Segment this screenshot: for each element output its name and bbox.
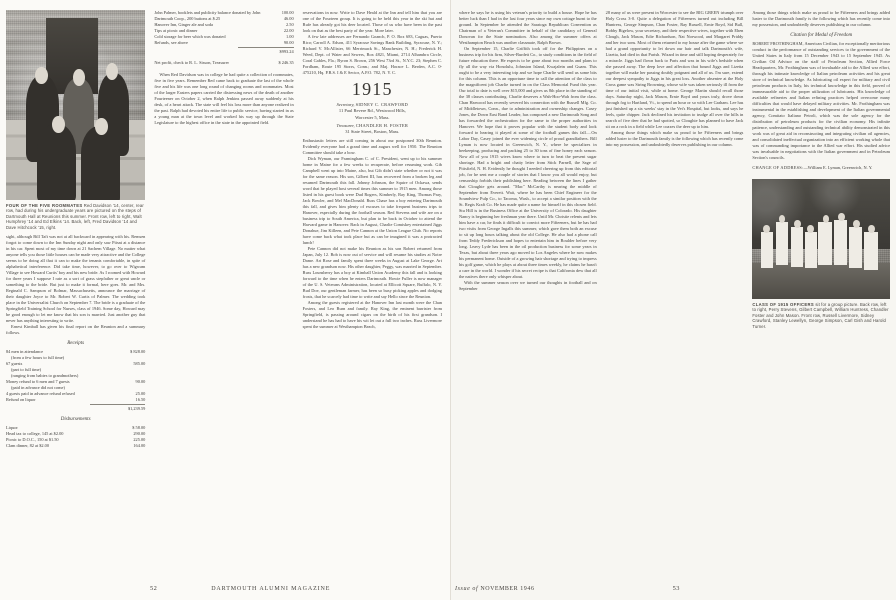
officer-figure [849, 227, 863, 268]
disbursements-total: $993.24 [279, 49, 294, 54]
disbursement-label: Cold storage for beer which was donated [154, 34, 226, 39]
left-page-footer [0, 585, 450, 592]
change-of-address-value: —William E. Lyman, Greenwich, N. Y. [803, 165, 873, 170]
column-4 [459, 10, 597, 329]
treasurer-role: Treasurer, [336, 122, 355, 128]
disbursements-table [6, 425, 145, 449]
change-of-address [752, 165, 890, 171]
issue-month: NOVEMBER [480, 586, 519, 592]
disbursements-total-row [154, 49, 293, 55]
receipt-amount: 16.50 [135, 397, 146, 403]
column-6-body-top [752, 10, 890, 28]
net-profit-label: Net profit, check to R. L. Sisson, Treasurer [154, 60, 230, 65]
receipt-note: (ranging from babies to grandmothers) [11, 373, 79, 379]
secretary-name: SIDNEY C. CRAWFORD [355, 102, 409, 107]
officers-photo-caption [752, 302, 890, 330]
column-5-body [606, 10, 744, 148]
officer-figure [834, 220, 848, 266]
figure-head-2 [73, 69, 85, 86]
disbursements-total-rule [238, 47, 294, 48]
column-1-body [6, 234, 145, 336]
receipt-note: (paid in advance did not come) [11, 385, 65, 391]
disbursement-label: John Palmer, booklets and publicity balance donated by John [154, 10, 261, 15]
disbursements-table-continued [154, 10, 293, 46]
column-1 [6, 10, 145, 449]
left-page-number: 52 [150, 585, 158, 592]
paragraph: Dick Wyman, our Framingham C. of C. President, went up to his summer home in Maine for a few weeks to recuperate, before resuming work. Gib Campbell went up into Maine, also, but Gib didn't state whether or not it was for the same reason. His son, Gilbert III, has recovered from a broken leg and resumed Dartmouth this fall. Johnny Johnson, the Squire of Ockawa, sends word that he played host several times this summer to 1915 men. Among those listed in his guest book were Dud Rogers, Kimberly, Ray King, Thomas Pray, Jack Bowler, and Mel MacDonald. Russ Chase has a boy entering Dartmouth this fall, and gives him plenty of excuses to take frequent business trips to Hanover, especially during the football season. Red Stevens and wife are on a business trip to South America, but plan to be back in October to attend the Harvard game in Hanover. Back in August, Charlie Comiskey entertained Jiggs Donahue, Jim Killeen, and Pete Cannon at the Union League Club. No reports have come back what took place but as can be imagined it was a protracted lunch! [302, 156, 442, 246]
receipts-heading: Receipts [67, 341, 85, 347]
column-5 [606, 10, 744, 329]
receipts-total-rule [90, 404, 146, 405]
class-year-heading: 1915 [351, 79, 393, 99]
disbursement-amount: 1.00 [286, 34, 294, 39]
figure-head-1 [35, 67, 48, 84]
receipts-total: $1,239.59 [127, 406, 146, 412]
paragraph: When Red Davidson was in college he had quite a collection of roommates, five in five years. Remember Red came back to graduate the last of the whole five and his life was one long round of changing rooms and roommates. Most of the larger Easters papers carried the distressing news of the death of another Fourteener on October 2, when Ralph Jenkins passed away suddenly at his desk, of a heart attack. The state will feel his loss more than anyone realized in the past. Ralph had devoted his entire life to public service, having started in as a young man at the town level and worked his way up through the State Legislature to the highest office in the state in the appointed field. [154, 72, 294, 125]
officer-head [794, 220, 801, 228]
receipt-label: 84 men in attendance [6, 349, 44, 355]
table-row [154, 49, 293, 55]
column-4-body [459, 10, 597, 292]
disbursement-amount: 100.00 [281, 10, 294, 15]
magazine-name: DARTMOUTH ALUMNI MAGAZINE [211, 586, 331, 592]
paragraph: A few late addresses are Fernando Goanch, P. O. Box 683, Caguas, Puerto Rico; Carroll A. Edson, 411 Syracuse Savings Bank Building, Syracuse, N. Y.; Richard V. McAllister, 66 Merrimack St., Manchester, N. H.; Frederick H. Weed, Dept. of Water and Sewers, Box 4821, Miami, 2714 Alhambra Circle, Coral Gables, Fla.; Byron S. Brown, 256 West 73rd St., N.Y.C. 23; Stephen C. Fordham, Route 195 Storrs, Conn.; and Maj. Horace L. Berden, A.C. 0-475210, Hq. P.B.S. I & E Sector, A.P.O. 782, N. Y. C. [302, 34, 442, 75]
figure-front-right [81, 126, 120, 200]
paragraph [752, 165, 890, 171]
paragraph: sight, although Bill Taft was not at all backward in appearing with his. Remsen forgot to come down to the Inn Sunday night and only saw Piisni at a distance in his car. Spent most of my time down at 21 Sachem Village. No matter what anyone tells you those little houses can be made very attractive and the College seems to be doing all that it can to make the tenants comfortable, in spite of alphabetical interference. Did take time, however, to go over to Wigwam Village to see Howard Curtis' boy and his new bride. As I roomed with Howard for three years I suppose I rate as a sort of grass stepfather or great uncle or something to the bride. But just to make it formal, here goes. Mr. and Mrs. Reginald C. Sampson of Bolmar, Massachusetts, announce the marriage of their daughter Joyce to Mr. Robert W. Curtis of Palmer. The wedding took place in the Universalist Church on September 7. The bride is a graduate of the Springfield Training School for Nurses, class of 1946. Some day, Howard may be good enough to let me know that his son is married. Just another guy that never has anything interesting to write. [6, 234, 146, 324]
table-row [6, 397, 145, 403]
officer-head [868, 225, 875, 233]
secretary-address-line-1: 11 Paul Revere Rd., Westwood Hills, [338, 108, 406, 114]
secretary-role: Secretary, [336, 102, 355, 107]
table-row [6, 443, 145, 449]
disbursement-label: Tips at picnic and dinner [154, 28, 198, 33]
disbursement-amount: 290.00 [133, 431, 146, 437]
paragraph: where he says he is using his veteran's priority to build a house. Hope he has better luck than I had in the last four years since my own cottage burnt to the ground. In September he attended the Saratoga Republican Convention as Chairman of a Veteran's Committee in behalf of the candidacy of General Donovan for the State nomination. Also among the summer offers at Westhampton Beach was another classmate, Ralph Brown. [459, 10, 597, 45]
paragraph: Among those things which make us proud to be Fifteeners and brings added luster to the Dartmouth family is the following which has recently come into my possession, and undoubtedly deserves publishing in our column. [605, 130, 744, 147]
disbursement-amount: 2.50 [286, 22, 294, 27]
paragraph: 28 many of us were present in Worcester to see the BIG GREEN triumph over Holy Cross 3-0. Quite a delegation of Fifteeners turned out including Bill Huntress, George Simpson, Chan Foster, Ray Russell, Ernie Boyd, Sid Bull, Bobby Bigelow, your secretary, and their respective wives, together with Ehen Clough, Jack Mason, Edie Richardson, Nat Norwood, and Margaret Priddy and her two sons. Most of them returned to my house after the game where we had a grand opportunity to let down our hair and talk Dartmouth's wife, Lizetta, had died in that Parish. Wizard in time and still hoping desperately for a miracle. Jiggs had flown back to Paris and was in his wife's bedside when she passed away. The deep love and affection that bound Jiggs and Lizetta together will make her passing doubly poignant and all of us. I'm sure, extend our deepest sympathy to Jiggs in his great loss. Another absentee at the Holy Cross game was String Browning, whose wife was taken seriously ill from the time of our initial visit, while at home. George Martin should recall those days. Saturday night, Jack Mason, Ernie Boyd and yours truly, drove down through fog to Hartland, Vt., to spend an hour or so with Lee Graham. Lee has just finished up a six weeks' stay in the Vet's Hospital, but looks, and says he feels, quite chipper. Jack declined his invitation to trudge all over the hills in search of five deer that he had spotted, so Cloughie has planned to have Jack sit on a rock in a field while Lee coaxes the deer up to him. [605, 10, 744, 129]
net-profit-row [154, 60, 293, 66]
disbursement-label: Dartmouth Coop., 200 buttons at $.25 [154, 16, 221, 21]
receipt-label: Money refund to 6 men and 7 guests [6, 379, 70, 385]
table-row [154, 40, 293, 46]
officer-head [838, 213, 845, 221]
disbursement-amount: 90.00 [283, 40, 294, 45]
disbursement-label: Hanover Inn, Ginger ale and soda [154, 22, 213, 27]
officer-figure [791, 227, 803, 267]
column-3-body-bottom [303, 138, 442, 330]
net-profit-amount: $ 246.35 [278, 60, 294, 65]
column-2-body [154, 72, 293, 126]
disbursement-label: Picnic to D.O.C., 150 at $1.50 [6, 437, 59, 443]
officer-figure [818, 222, 832, 265]
caption-lead: FOUR OF THE FIVE ROOMMATES [6, 202, 83, 208]
issue-line [455, 586, 535, 592]
receipt-label: 67 guests [6, 361, 23, 367]
change-of-address-label: CHANGE OF ADDRESS: [752, 165, 804, 170]
paragraph: Among those things which make us proud to be Fifteeners and brings added luster to the Dartmouth family is the following which has recently come into my possession, and undoubtedly deserves publishing in our column. [752, 10, 891, 27]
receipt-amount: $ 828.00 [130, 349, 146, 355]
column-3 [303, 10, 442, 449]
officer-figure [776, 222, 788, 265]
officer-figure [761, 232, 773, 268]
caption-body: Red Davidson '14, center, rear row, had during his undergraduate years are pictured on the steps of Dartmouth Hall at Reunions this summer. Front row, left to right, Walt Humphrey '14 and Ed Elkins '14. Back, left, Fred Davidson '14 and Dave Hitchcock '15, right. [6, 202, 144, 230]
column-3-body-top [303, 10, 442, 76]
column-6 [752, 10, 890, 329]
table-row [6, 406, 145, 412]
secretary-address-line-2: Worcester 5, Mass. [355, 114, 390, 120]
disbursement-label: Liquor [6, 425, 18, 431]
disbursement-amount: 225.00 [133, 437, 146, 443]
paragraph: Enthusiastic letters are still coming in about our postponed 30th Reunion. Evidently everyone had a grand time and augurs well for 1950. The Reunion Committee should take a bow. [302, 138, 442, 156]
treasurer-address-line: 31 State Street, Boston, Mass. [345, 129, 400, 135]
left-page-columns [6, 10, 442, 449]
disbursement-amount: 22.00 [283, 28, 294, 33]
paragraph: ROBERT FROTHINGHAM, American Civilian, for exceptionally meritorious conduct in the performance of outstanding services to the government of the United States in Italy from 15 December 1943 to 15 September 1945. As Civilian Oil Advisor on the staff of Petroleum Section, Allied Force Headquarters, Mr. Frothingham was of invaluable aid to the Allied war effort, through his intimate knowledge of Italian petroleum activities and his great store of technical knowledge. As lubricating oil expert for military and civil petroleum products in Italy, his technical knowledge in this field, proved of immeasurable aid to the proper utilization of lubricants. His knowledge of available refineries and Italian refining practices helped overcome many difficulties that would have delayed military activities. Mr. Frothingham was instrumental in the establishing and development of the Italian governmental agency, Comitato Italiano Petroli, which was the sole agency for the distribution of petroleum products for the civilian economy. His infinite patience, understanding and outstanding technical ability demonstrated in this work was of great aid in reconstructing and integrating civilian oil agencies, and consolidated ineffectual organization into an efficient working whole that was of commanding importance to the Allied war effort. His studied advice was invaluable in negotiations with the Italian government and in Petroleum Section's councils. [752, 41, 891, 160]
officer-head [853, 220, 860, 228]
receipt-note: (from a few hours to full time) [11, 355, 65, 361]
caption-body: sit for a group picture. Back row, left to right, Perry Stevens, Gilbert Campbell, William Huntress, Chandler Foster and John Mason. Front row, Russell Livermore, Sidney Crawford, Stanley Lewellyn, George Simpson, Carl Gish and Harold Turner. [752, 301, 889, 329]
table-row [154, 60, 293, 66]
column-2 [154, 10, 293, 449]
receipt-label: Refund on liquor [6, 397, 36, 403]
right-page-footer [451, 585, 896, 592]
citation-body [752, 41, 890, 161]
roommates-photo-caption [6, 203, 145, 231]
disbursement-label: Head tax to college, 145 at $2.00 [6, 431, 64, 437]
receipt-note: (part to full time) [11, 367, 42, 373]
paragraph: Among the guests registered at the Hanover Inn last month were the Chan Fosters, and Leo Burn and family. Ray King, the eminent barrister from Springfield, is passing around cigars on the birth of his first grandson. I understand he has had to have his wit let out a full two inches. Russ Livermore spent the summer at Westhampton Beach, [302, 300, 442, 330]
officer-figure [805, 232, 817, 268]
figure-head-4 [52, 116, 65, 133]
issue-prefix: Issue of [455, 586, 479, 592]
disbursement-label: Refunds, see above [154, 40, 188, 45]
issue-year: 1946 [520, 586, 535, 592]
receipt-amount: 585.00 [133, 361, 146, 367]
right-page-number: 53 [672, 585, 680, 592]
paragraph: reservations in now. Write to Dave Heald at the Inn and tell him that you are one of the Fourteen group. It is going to be held this year in the ski hut and Rufe has already got his deer located. Those of us who have been in the past look on that as the best party of the year. More later. [302, 10, 442, 33]
disbursements-heading: Disbursements [60, 417, 91, 423]
officer-figure [864, 232, 878, 270]
receipt-amount: 90.00 [135, 379, 146, 385]
figure-front-left [37, 124, 76, 200]
caption-lead: CLASS OF 1915 OFFICERS [752, 301, 815, 307]
roommates-photo [6, 10, 145, 200]
treasurer-name: CHANDLER H. FOSTER [355, 122, 409, 128]
disbursement-amount: 164.00 [133, 443, 146, 449]
paragraph: Pete Cannon did not make his Reunion as his son Robert returned from Japan, July 12. Bob is now out of service and will resume his studies at Notre Dame. Art Rose and family spent three weeks in August at Lake George. Art has a new grandson now. His other daughter, Peggy, was married in September. Russ Lounsberry has a boy at Kimball Union Academy this fall and is looking forward to the time when he enters Dartmouth. Howie Fuller is now manager of the U. S. Veterans Administration, located at Ellicott Square, Buffalo, N. Y. Bud Doe, our gentleman farmer, has been so busy picking apples and dodging frosts, that he scarcely had time to write and say Hello since the Reunion. [302, 246, 442, 300]
page-right [450, 0, 896, 600]
paragraph: On September 15, Charlie Griffith took off for the Philippines on a business trip for his firm, Silver-Burdett Co., to study conditions in the field of future education there. He expects to be gone about two months and plans to fly all the way via Honolulu, Johnston Island, Kwajalein and Guam. This ought to be a very interesting trip and we hope Charlie will send us some bits for this column. This is an opportune time to call the attention of the class to the magnificent job Charlie turned in on the Class Memorial Fund this year. Our total to date is well over $15,000 and gives us 8th place in the standing of the 38 classes contributing. Charlie deserves a Wah-Hoo-Wah from the class. Chan Harwood has recently severed his connection with the Russell Mfg. Co. of Middletown, Conn., due to administration and ownership changes. Casey Jones, the Down East Band Leader, has composed a new Dartmouth Song and has forwarded the orchestration for the same to the proper authorities in Hanover. We hope that it proves popular with the student body and look forward to hearing it played at some of the football games this fall.....On Labor Day, Casey joined the ever widening circle of proud grandfathers. Bill Lyman is now located in Greenwich, N. Y., where he specializes in beekeeping, producing and packing 25 to 30 tons of fine honey each season. Now all of you 1915 wives know where to turn to beat the present sugar shortage. Had a bright and chatty letter from Stick Parnell, the Sage of Pittsfield, N. H. Evidently he thought I needed cheering up from this editorial job, for he sent me a couple of stories that I know you all would enjoy, but censorship forbids their publishing here. Reading between the lines I gather that Cloughie gets around. "Mac" McCarthy is nearing the middle of September from Everett. Wait, where he has been Chief Engineer for the Soundview Pulp Co., to Tacoma, Wash., to accept a similar position with the St. Regis Kraft Co. He has made quite a name for himself in this chosen field. Stu Hill is in the Business Office at the University of Colorado. His daughter Nancy is beginning her freshman year there. Until Mr. Christie relents and lets him have a car, he finds it difficult to convict more Fifteeners, but he has had two visits from George Ingalls this summer, which gave them both an excuse to sit up long hours talking about the old College. He also had a phone call from Teddy Frederickson and hopes to entertain him in Boulder before very long. Leavy Lyde has been in the oil production business for some years in Texas, but about three years ago moved to Los Angeles where he now makes his permanent home. Outside of a growing hair shortage and trying to impress his golf game, which he plays at about three times weekly, he claims he hasn't a care in the world. I wonder if his secret recipe is that California dew that all the natives there only whisper about. [459, 46, 597, 279]
receipts-table [6, 349, 145, 403]
disbursement-amount: $ 58.00 [132, 425, 146, 431]
disbursement-label: Clam dinner, 82 at $2.00 [6, 443, 50, 449]
citation-heading: Citation for Medal of Freedom [790, 33, 853, 38]
paragraph: With the summer season over we turned our thoughts in football and on September [459, 280, 597, 291]
paragraph: Ernest Kimball has given his final report on the Reunion and a summary follows. [6, 324, 146, 336]
disbursement-amount: 46.00 [283, 16, 294, 21]
receipts-total-row [6, 406, 145, 412]
officers-photo [752, 179, 890, 299]
figure-head-5 [95, 118, 108, 135]
right-page-columns [459, 10, 890, 329]
receipt-label: 4 guests paid in advance refund refused [6, 391, 75, 397]
receipt-amount: 25.00 [135, 391, 146, 397]
